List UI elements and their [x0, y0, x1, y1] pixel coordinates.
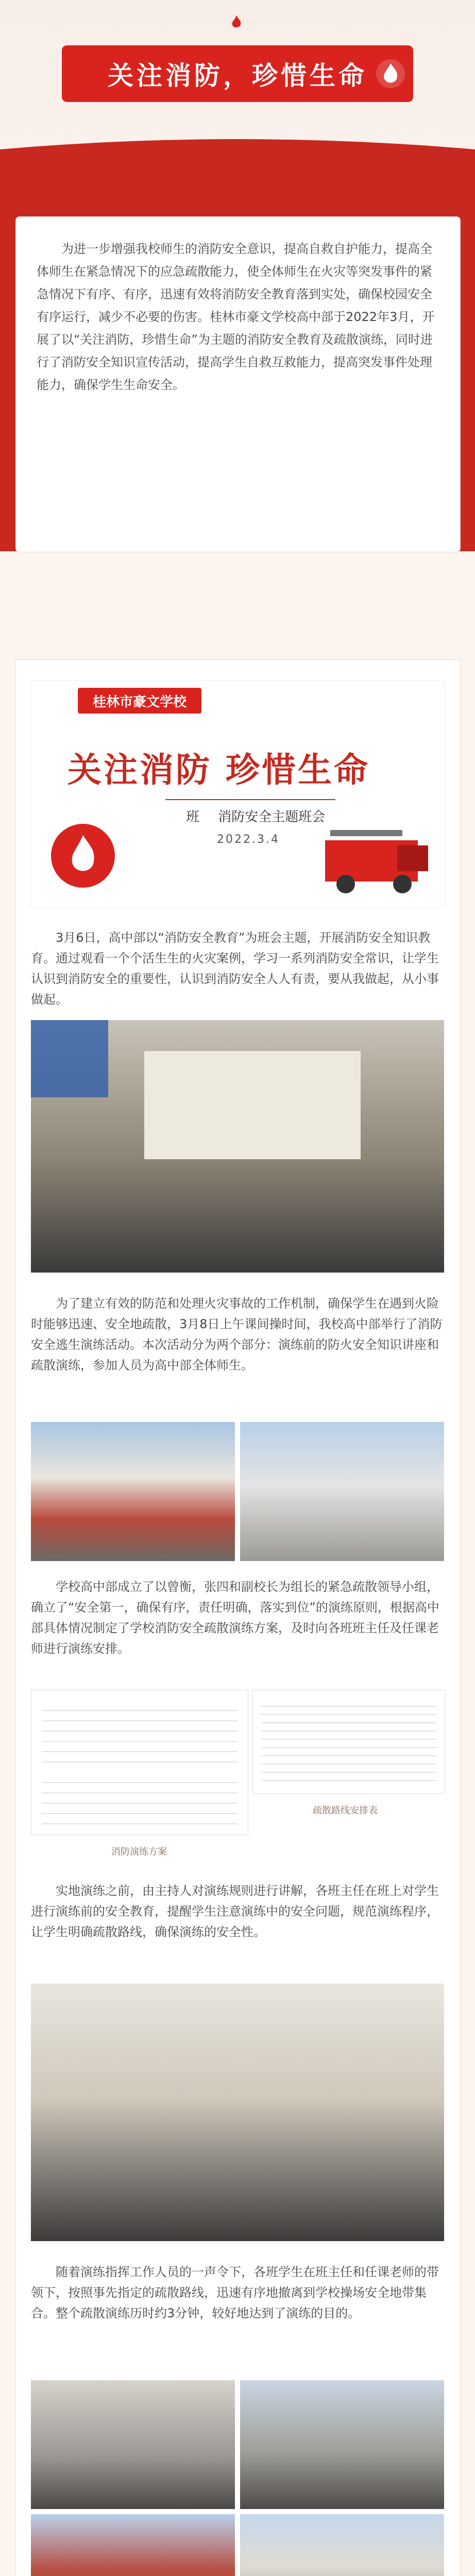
- page-title-banner: [62, 45, 413, 102]
- alarm-icon: [375, 58, 406, 89]
- evacuation-photo-2: [240, 2380, 444, 2509]
- corridor-photo-left: [31, 1422, 235, 1561]
- poster-title: 关注消防 珍惜生命: [67, 750, 370, 790]
- poster-subtitle-row: [186, 806, 325, 825]
- page-title: 关注消防，珍惜生命: [108, 61, 367, 91]
- plan-document-left: [31, 1690, 248, 1835]
- poster-image: [31, 680, 445, 908]
- plan-caption-left: 消防演练方案: [111, 1846, 167, 1857]
- intro-text: 为进一步增强我校师生的消防安全意识，提高自救自护能力，提高全体师生在紧急情况下的应急疏散能力，使全体师生在火灾等突发事件的紧急情况下有序、有序，迅速有效将消防安全教育落到实处，确保校园安全有序运行，减少不必要的伤害。桂林市豪文学校高中部于2022年3月，开展了以“关注消防，珍惜生命”为主题的消防安全教育及疏散演练，同时进行了消防安全知识宣传活动，提高学生自救互救能力，提高突发事件处理能力，确保学生生命安全。: [37, 242, 435, 392]
- photo-board: [144, 1051, 361, 1159]
- evacuation-photo-1: [31, 2380, 235, 2509]
- poster-subtitle: 消防安全主题班会: [218, 809, 326, 825]
- poster-rule: [165, 799, 335, 800]
- plan-table-rows: [42, 1701, 237, 1762]
- evacuation-photo-4: [240, 2514, 444, 2576]
- poster-date: 2022.3.4: [217, 833, 280, 846]
- plan-document-right: [252, 1690, 445, 1794]
- poster-class-label: 班: [186, 809, 200, 825]
- poster-school: 桂林市豪文学校: [92, 694, 186, 710]
- section-1-text: 3月6日，高中部以“消防安全教育”为班会主题，开展消防安全知识教育。通过观看一个个活生生的火灾案例，学习一系列消防安全常识，让学生认识到消防安全的重要性，认识到消防安全人人有责，要从我做起，从小事做起。: [31, 930, 439, 1007]
- section-4-text: 实地演练之前，由主持人对演练规则进行讲解，各班主任在班上对学生进行演练前的安全教育，提醒学生注意演练中的安全问题，规范演练程序，让学生明确疏散路线，确保演练的安全性。: [31, 1884, 439, 1939]
- corridor-photo-right: [240, 1422, 444, 1561]
- plan-caption-right: 疏散路线安排表: [313, 1805, 378, 1816]
- classroom-photo: [31, 1020, 444, 1273]
- fire-emblem-icon: [47, 820, 119, 892]
- flame-icon: [231, 15, 242, 29]
- fire-truck-icon: [320, 820, 438, 897]
- plan-table-rows-2: [42, 1773, 237, 1824]
- intro-card: [15, 216, 461, 552]
- students-hallway-photo: [31, 1984, 444, 2241]
- evacuation-photo-3: [31, 2514, 235, 2576]
- plan-table-rows-3: [261, 1699, 436, 1785]
- section-2-text: 为了建立有效的防范和处理火灾事故的工作机制，确保学生在遇到火险时能够迅速、安全地疏散，3月8日上午课间操时间，我校高中部举行了消防安全逃生演练活动。本次活动分为两个部分：演练前的防火安全知识讲座和疏散演练，参加人员为高中部全体师生。: [31, 1296, 443, 1372]
- photo-detail: [31, 1020, 108, 1097]
- section-3-text: 学校高中部成立了以曾衡，张四和副校长为组长的紧急疏散领导小组，确立了“安全第一，确保有序，责任明确，落实到位”的演练原则，根据高中部具体情况制定了学校消防安全疏散演练方案，及时向各班班主任及任课老师进行演练安排。: [31, 1580, 439, 1656]
- section-5-text: 随着演练指挥工作人员的一声令下，各班学生在班主任和任课老师的带领下，按照事先指定的疏散路线，迅速有序地撤离到学校操场安全地带集合。整个疏散演练历时约3分钟，较好地达到了演练的目的。: [31, 2265, 439, 2320]
- poster-school-badge: [78, 688, 201, 714]
